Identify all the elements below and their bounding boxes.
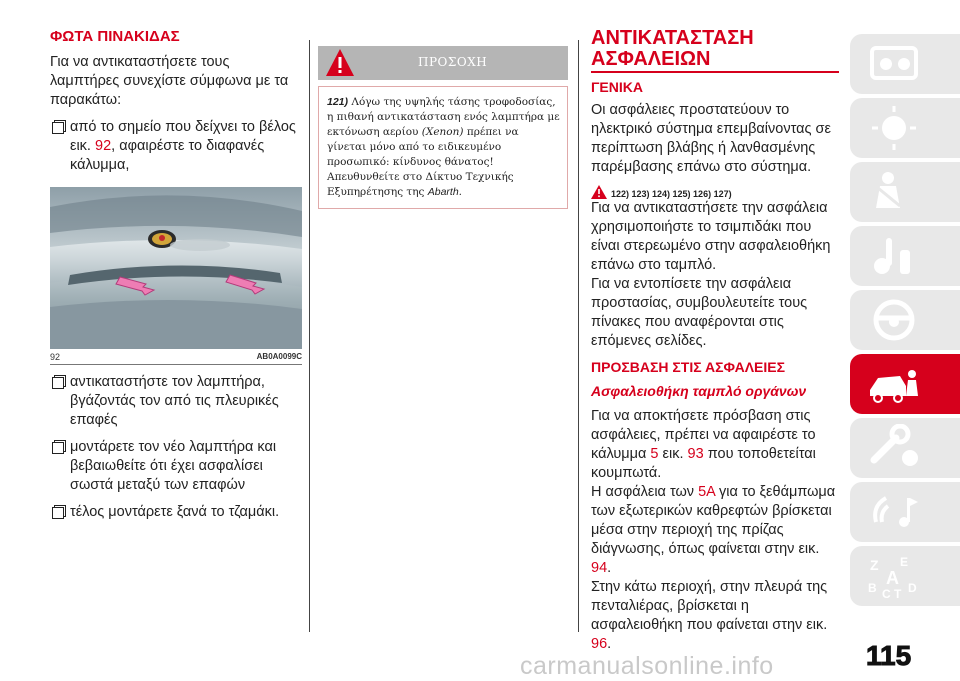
tab-index[interactable] [850, 546, 960, 606]
access-text: Για να αποκτήσετε πρόσβαση στις ασφάλειες, πρέπει να αφαιρέστε το κάλυμμα 5 εικ. 93 που τοποθετείται κουμπωτά. [591, 408, 816, 481]
bullet-icon [52, 442, 64, 454]
access-heading: ΠΡΟΣΒΑΣΗ ΣΤΙΣ ΑΣΦΑΛΕΙΕΣ [591, 359, 786, 375]
tab-lights[interactable] [850, 98, 960, 158]
bullet-icon [52, 377, 64, 389]
tab-maintenance[interactable] [850, 418, 960, 478]
lower-fuse-text: Στην κάτω περιοχή, στην πλευρά της πενταλιέρας, βρίσκεται η ασφαλειοθήκη που φαίνεται στην εικ. 96. [591, 579, 828, 652]
list-item [50, 118, 302, 175]
license-plate-light-photo [50, 187, 302, 349]
warning-references [591, 185, 843, 199]
warning-box: 121) Λόγω της υψηλής τάσης τροφοδοσίας, η πιθανή αντικατάσταση ενός λαμπτήρα με εκτόνωση αερίου (Xenon) πρέπει να γίνεται μόνο από το ειδικευμένο προσωπικό: κίνδυνος θάνατος! Απευθυνθείτε στο Δίκτυο Τεχνικής Εξυπηρέτησης της Abarth. [318, 86, 568, 209]
bullet-icon [52, 122, 64, 134]
step-text: τέλος μοντάρετε ξανά το τζαμάκι. [70, 504, 280, 520]
list-item [50, 373, 302, 430]
figure-code: AB0A0099C [256, 352, 302, 361]
watermark: carmanualsonline.info [520, 652, 774, 680]
column-license-plate-lights [50, 28, 302, 522]
maintenance-icon [866, 424, 926, 472]
svg-text:B: B [868, 581, 877, 595]
step-text: μοντάρετε τον νέο λαμπτήρα και βεβαιωθείτε ότι έχει ασφαλίσει σωστά μεταξύ των επαφών [70, 439, 277, 493]
svg-text:C: C [882, 587, 891, 600]
svg-text:D: D [908, 581, 917, 595]
page-number: 115 [866, 640, 912, 671]
general-heading: ΓΕΝΙΚΑ [591, 79, 643, 95]
dashboard-icon [866, 40, 926, 88]
svg-text:Z: Z [870, 557, 879, 573]
dash-fuse-box-heading: Ασφαλειοθήκη ταμπλό οργάνων [591, 383, 807, 399]
mirror-fuse-text: Η ασφάλεια των 5A για το ξεθάμπωμα των εξωτερικών καθρεφτών βρίσκεται μέσα στην περιοχή της πρίζας διάγνωσης, όπως φαίνεται στην εικ. 94. [591, 484, 836, 576]
step-text: αντικαταστήστε τον λαμπτήρα, βγάζοντάς τον από τις πλευρικές επαφές [70, 374, 279, 428]
tab-emergency[interactable] [850, 354, 960, 414]
warning-triangle-icon [591, 185, 607, 199]
svg-text:A: A [886, 568, 899, 588]
list-item [50, 438, 302, 495]
bullet-icon [52, 507, 64, 519]
tab-ignition[interactable] [850, 226, 960, 286]
multimedia-icon [866, 488, 926, 536]
warning-triangle-icon [324, 47, 356, 79]
section-heading: ΦΩΤΑ ΠΙΝΑΚΙΔΑΣ [50, 28, 180, 45]
identify-text: Για να εντοπίσετε την ασφάλεια προστασίας, συμβουλευτείτε τους πίνακες που αναφέρονται στις επόμενες σελίδες. [591, 276, 808, 349]
steering-wheel-icon [866, 296, 926, 344]
safety-icon [866, 168, 926, 216]
column-fuse-replacement [591, 28, 843, 654]
ignition-icon [866, 232, 926, 280]
general-text: Οι ασφάλειες προστατεύουν το ηλεκτρικό σύστημα επεμβαίνοντας σε περίπτωση βλάβης ή λανθασμένης παρέμβασης επάνω στο σύστημα. [591, 102, 831, 175]
lights-icon [866, 104, 926, 152]
column-divider [309, 40, 310, 632]
svg-text:T: T [894, 587, 902, 600]
list-item [50, 503, 302, 522]
svg-text:E: E [900, 555, 909, 569]
replace-text: Για να αντικαταστήσετε την ασφάλεια χρησιμοποιήστε το τσιμπιδάκι που είναι στερεωμένο στην ασφαλειοθήκη επάνω στο ταμπλό. [591, 200, 831, 273]
figure-reference: 92 [95, 138, 112, 154]
figure-92 [50, 187, 302, 365]
tab-dashboard[interactable] [850, 34, 960, 94]
intro-text: Για να αντικαταστήσετε τους λαμπτήρες συνεχίστε σύμφωνα με τα παρακάτω: [50, 54, 289, 108]
column-warning [318, 46, 568, 209]
tab-multimedia[interactable] [850, 482, 960, 542]
warning-header [318, 46, 568, 80]
step-text: από το σημείο που δείχνει το βέλος εικ. 92, αφαιρέστε το διαφανές κάλυμμα, [70, 119, 296, 173]
tab-steering[interactable] [850, 290, 960, 350]
tab-safety[interactable] [850, 162, 960, 222]
column-divider [578, 40, 579, 632]
reference-list: 122) 123) 124) 125) 126) 127) [611, 189, 732, 199]
chapter-title: ΑΝΤΙΚΑΤΑΣΤΑΣΗ ΑΣΦΑΛΕΙΩΝ [591, 28, 839, 73]
warning-number: 121) [327, 96, 349, 108]
car-emergency-icon [866, 360, 926, 408]
warning-title: ΠΡΟΣΟΧΗ [418, 55, 488, 69]
figure-number: 92 [50, 352, 61, 362]
index-icon [866, 552, 926, 600]
